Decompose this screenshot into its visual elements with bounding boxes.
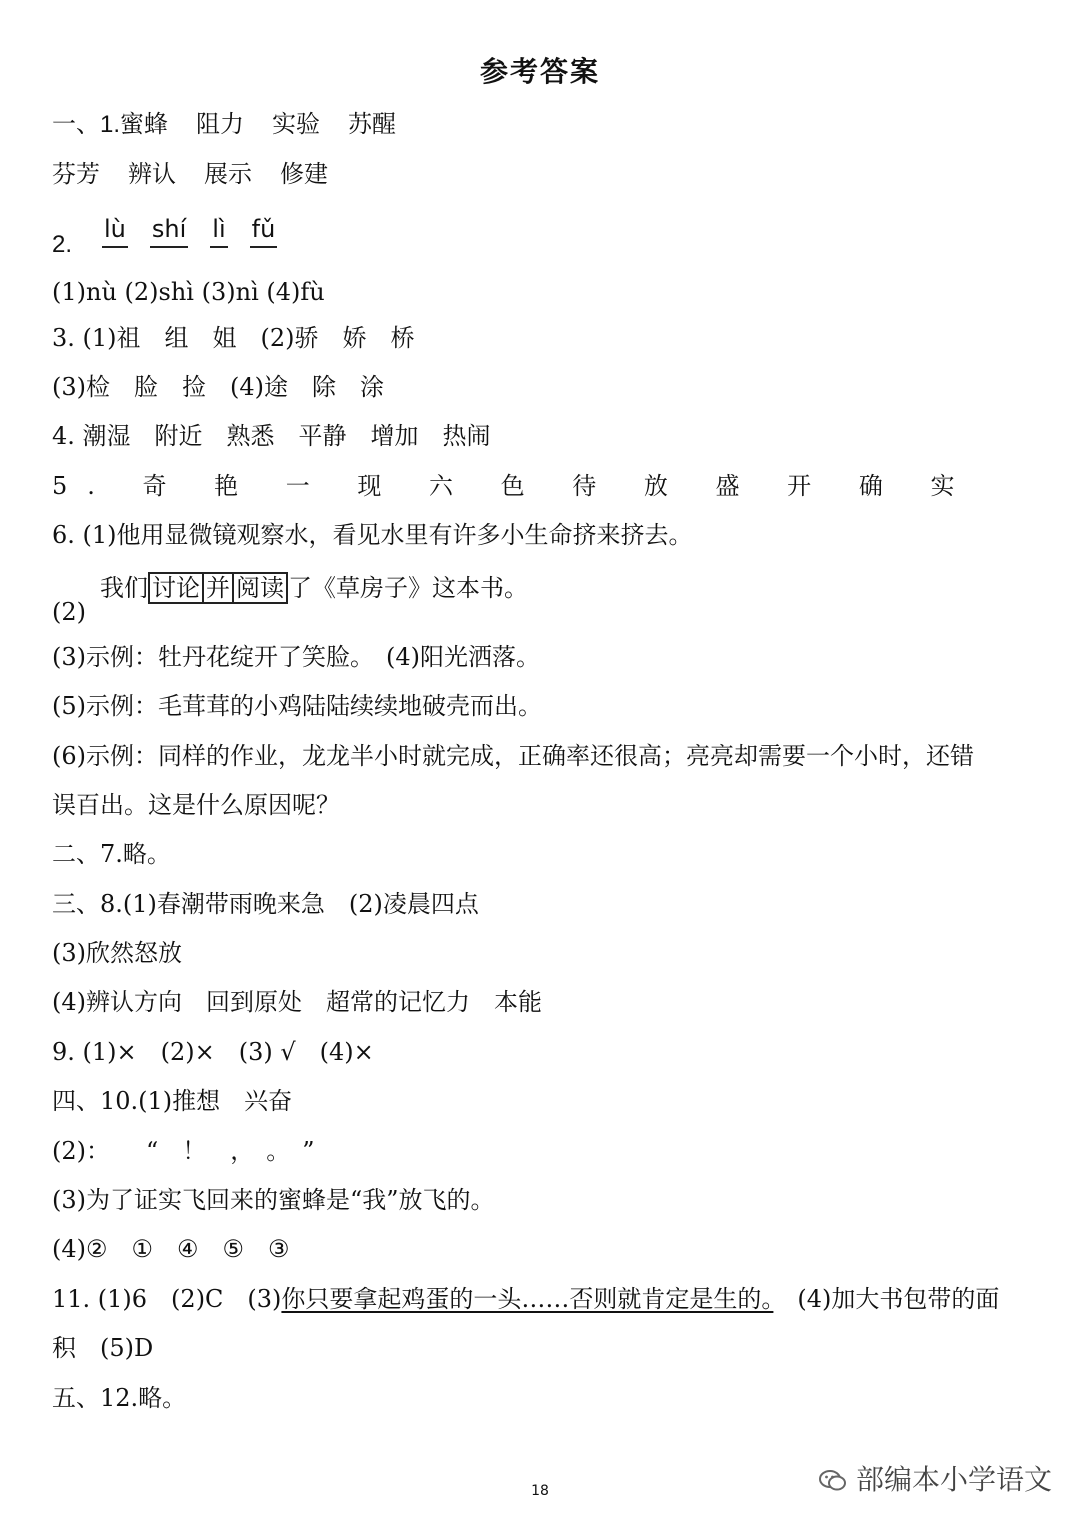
pinyin-item: lì (210, 214, 227, 248)
q2-pinyin-row (102, 214, 299, 248)
q2-answers: (1)nù (2)shì (3)nì (4)fù (52, 278, 325, 306)
q11-suffix: (4)加大书包带的面 (773, 1285, 1000, 1313)
q6-part2-label: (2) (52, 598, 86, 626)
q1-word: 展示 (204, 160, 252, 188)
q7-line: 二、7.略。 (52, 840, 171, 868)
q11-line1 (52, 1284, 999, 1314)
q1-word: 芬芳 (52, 160, 100, 188)
page-number: 18 (531, 1483, 549, 1499)
q9-line: 9. (1)× (2)× (3) √ (4)× (52, 1038, 374, 1066)
page-title: 参考答案 (479, 55, 600, 88)
sentence-text: 了《草房子》这本书。 (288, 574, 528, 602)
sentence-text: 我们 (100, 574, 148, 602)
boxed-word: 阅读 (234, 572, 288, 604)
boxed-word: 并 (204, 572, 234, 604)
q1-line2 (52, 159, 328, 189)
q4-line: 4. 潮湿 附近 熟悉 平静 增加 热闹 (52, 422, 491, 450)
q1-word: 苏醒 (348, 111, 397, 138)
q6-part6-line1: (6)示例：同样的作业，龙龙半小时就完成，正确率还很高；亮亮却需要一个小时，还错 (52, 742, 974, 770)
q6-part5: (5)示例：毛茸茸的小鸡陆陆续续地破壳而出。 (52, 692, 542, 720)
q10-line3: (3)为了证实飞回来的蜜蜂是“我”放飞的。 (52, 1186, 495, 1214)
q10-line1: 四、10.(1)推想 兴奋 (52, 1087, 293, 1115)
q10-line4: (4)② ① ④ ⑤ ③ (52, 1235, 290, 1263)
wechat-icon (818, 1466, 848, 1496)
watermark (818, 1458, 1052, 1498)
q11-underlined: 你只要拿起鸡蛋的一头……否则就肯定是生的。 (281, 1285, 774, 1313)
q12-line: 五、12.略。 (52, 1384, 187, 1412)
q3-line1: 3. (1)祖 组 姐 (2)骄 娇 桥 (52, 324, 415, 352)
q1-word: 实验 (272, 111, 321, 138)
q11-prefix: 11. (1)6 (2)C (3) (52, 1285, 282, 1313)
q8-line1: 三、8.(1)春潮带雨晚来急 (2)凌晨四点 (52, 890, 479, 918)
q10-line2: (2)： “ ！ ， 。 ” (52, 1137, 315, 1165)
q2-number: 2. (52, 231, 73, 258)
pinyin-item: shí (150, 214, 188, 248)
q1-prefix: 一、1. (52, 111, 121, 138)
boxed-word: 讨论 (148, 572, 204, 604)
q1-word: 蜜蜂 (120, 111, 169, 138)
pinyin-item: fǔ (250, 214, 278, 248)
q1-word: 修建 (280, 160, 328, 188)
q8-line4: (4)辨认方向 回到原处 超常的记忆力 本能 (52, 988, 542, 1016)
watermark-text: 部编本小学语文 (856, 1463, 1053, 1496)
q1-line1 (52, 110, 396, 140)
q6-part2-sentence (100, 572, 528, 604)
q3-line2: (3)检 脸 捡 (4)途 除 涂 (52, 373, 384, 401)
q6-part6-line2: 误百出。这是什么原因呢？ (52, 791, 340, 819)
q5-line: 5. 奇 艳 一 现 六 色 待 放 盛 开 确 实 (52, 472, 975, 500)
q1-word: 阻力 (196, 111, 245, 138)
q1-word: 辨认 (128, 160, 176, 188)
q8-line3: (3)欣然怒放 (52, 939, 182, 967)
q11-line2: 积 (5)D (52, 1334, 154, 1362)
q6-part1: 6. (1)他用显微镜观察水，看见水里有许多小生命挤来挤去。 (52, 521, 693, 549)
q6-part3: (3)示例：牡丹花绽开了笑脸。 (4)阳光洒落。 (52, 643, 540, 671)
pinyin-item: lù (102, 214, 128, 248)
